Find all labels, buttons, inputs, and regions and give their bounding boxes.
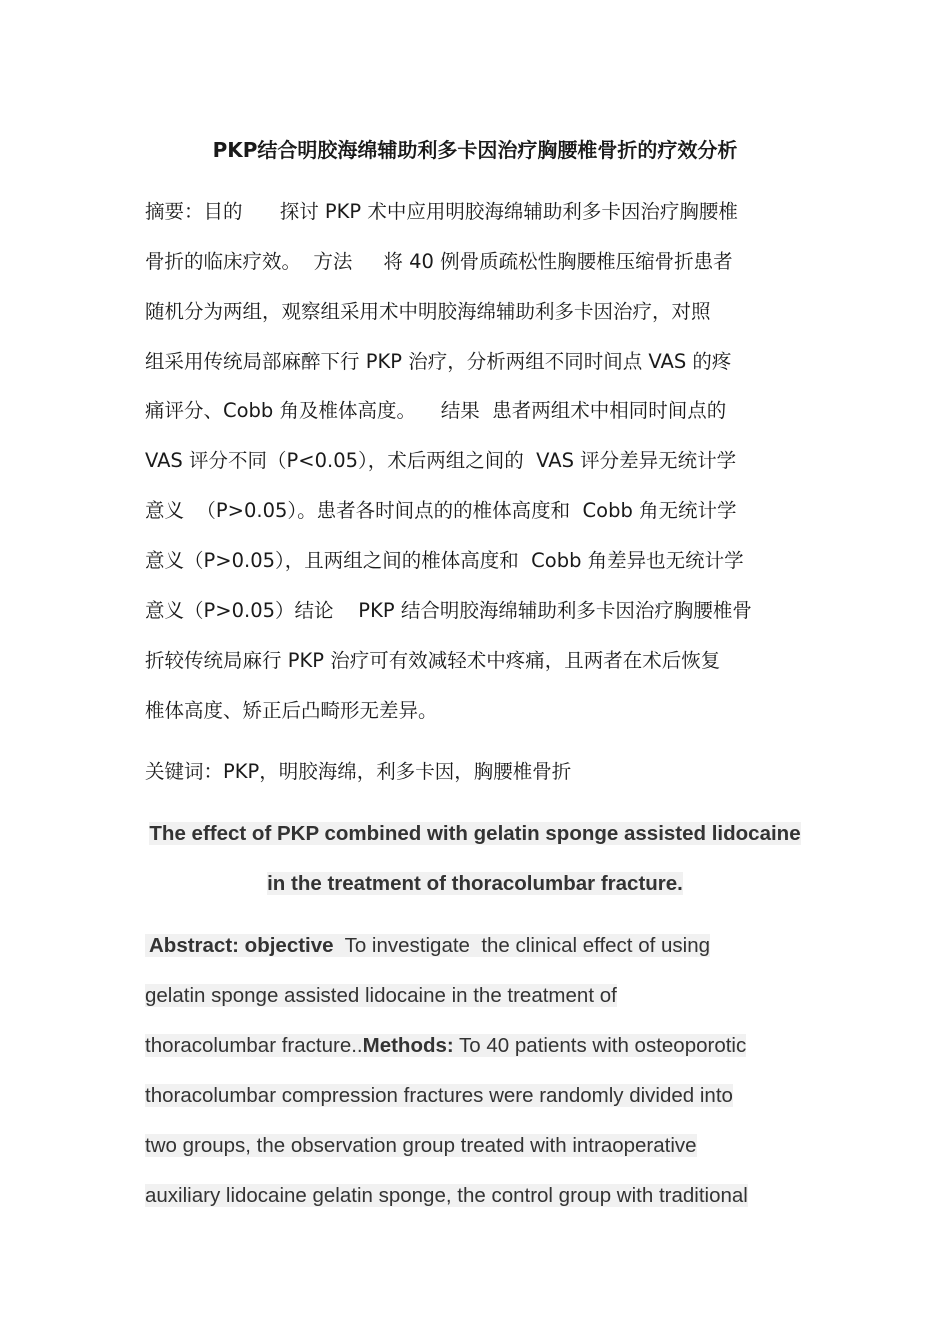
abstract-cn-line: 折较传统局麻行 PKP 治疗可有效减轻术中疼痛，且两者在术后恢复 [145, 649, 721, 672]
abstract-cn-line: 摘要：目的 探讨 PKP 术中应用明胶海绵辅助利多卡因治疗胸腰椎 [145, 200, 738, 223]
abstract-cn-line: VAS 评分不同（P<0.05），术后两组之间的 VAS 评分差异无统计学 [145, 449, 737, 472]
abstract-cn-line: 组采用传统局部麻醉下行 PKP 治疗，分析两组不同时间点 VAS 的疼 [145, 350, 732, 373]
abstract-cn-line: 意义（P>0.05）结论 PKP 结合明胶海绵辅助利多卡因治疗胸腰椎骨 [145, 599, 752, 622]
abstract-en-text: auxiliary lidocaine gelatin sponge, the control group with traditional [145, 1184, 748, 1207]
english-title-line-1 [0, 819, 950, 849]
abstract-en-text: thoracolumbar fracture.. [145, 1034, 363, 1057]
abstract-en-line-4 [145, 1081, 733, 1111]
abstract-en-line-3 [145, 1031, 746, 1061]
objective-label: Abstract: objective [149, 934, 334, 957]
abstract-en-text: To 40 patients with osteoporotic [453, 1034, 747, 1057]
english-title-text: The effect of PKP combined with gelatin sponge assisted lidocaine [149, 822, 801, 845]
abstract-cn-line: 随机分为两组，观察组采用术中明胶海绵辅助利多卡因治疗，对照 [145, 300, 711, 323]
abstract-cn-line: 意义（P>0.05），且两组之间的椎体高度和 Cobb 角差异也无统计学 [145, 549, 744, 572]
abstract-cn-line: 意义 （P>0.05）。患者各时间点的的椎体高度和 Cobb 角无统计学 [145, 499, 737, 522]
chinese-title: PKP结合明胶海绵辅助利多卡因治疗胸腰椎骨折的疗效分析 [212, 138, 738, 162]
abstract-cn-line: 椎体高度、矫正后凸畸形无差异。 [145, 699, 438, 722]
abstract-cn-line: 骨折的临床疗效。 方法 将 40 例骨质疏松性胸腰椎压缩骨折患者 [145, 250, 733, 273]
abstract-en-text: two groups, the observation group treated with intraoperative [145, 1134, 697, 1157]
abstract-en-text: gelatin sponge assisted lidocaine in the treatment of [145, 984, 617, 1007]
methods-label: Methods: [362, 1034, 454, 1057]
english-title-text: in the treatment of thoracolumbar fracture. [267, 872, 683, 895]
abstract-en-text: To investigate the clinical effect of using [333, 934, 710, 957]
abstract-en-line-6 [145, 1181, 748, 1211]
abstract-cn-line: 痛评分、Cobb 角及椎体高度。 结果 患者两组术中相同时间点的 [145, 399, 727, 422]
english-title-line-2 [0, 869, 950, 899]
abstract-en-line-2 [145, 981, 617, 1011]
abstract-en-line-1 [145, 931, 710, 961]
abstract-en-line-5 [145, 1131, 697, 1161]
keywords-cn: 关键词：PKP，明胶海绵，利多卡因，胸腰椎骨折 [145, 760, 572, 783]
abstract-en-text: thoracolumbar compression fractures were randomly divided into [145, 1084, 733, 1107]
